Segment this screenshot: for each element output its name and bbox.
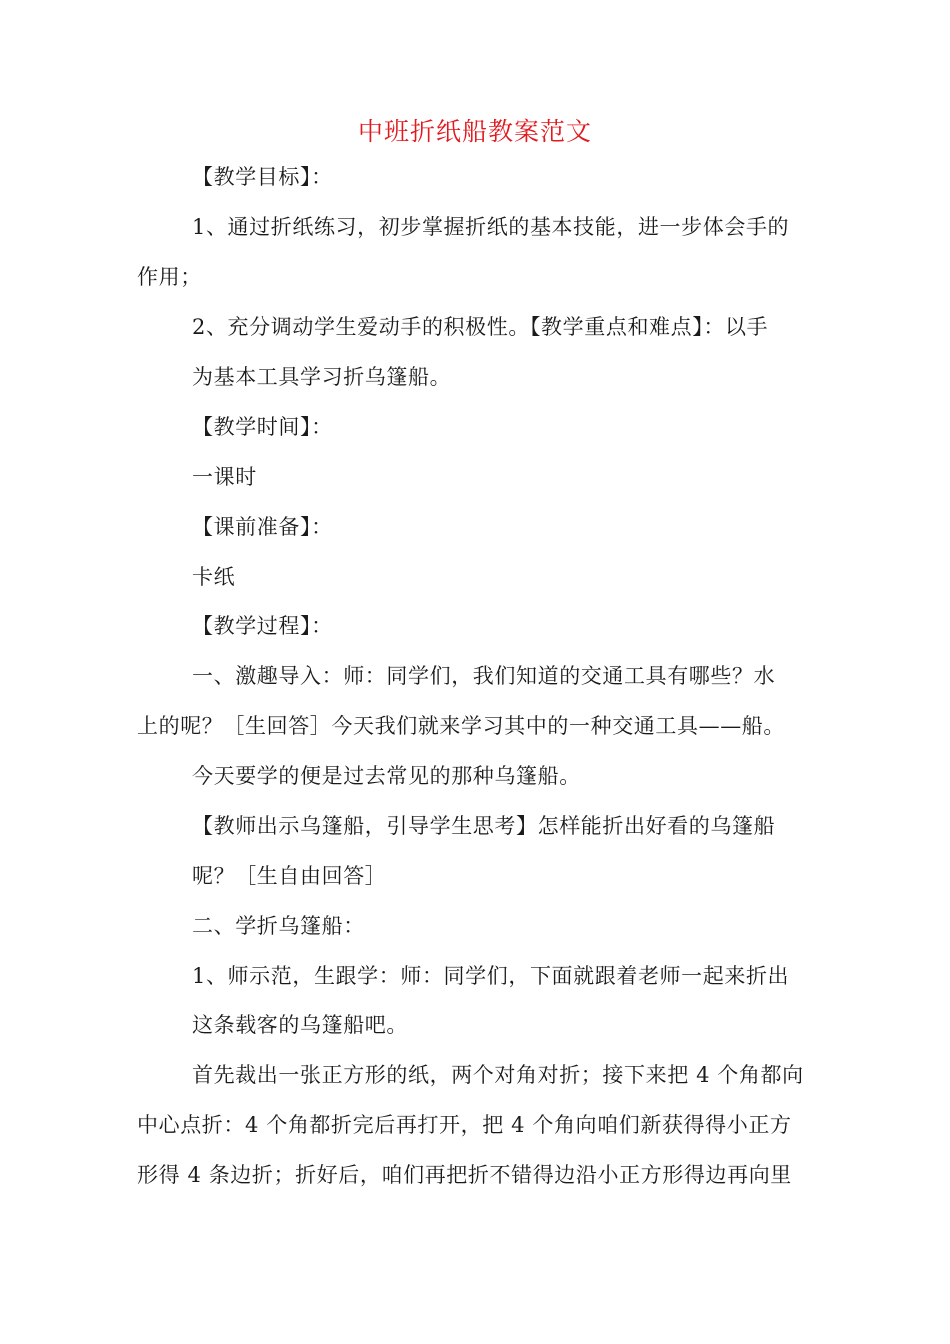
paragraph-line: 这条载客的乌篷船吧。 xyxy=(192,1013,408,1037)
paragraph-line: 【教学过程】： xyxy=(192,614,333,638)
paragraph-line: 二、学折乌篷船： xyxy=(192,914,365,938)
paragraph-line: 【教师出示乌篷船，引导学生思考】怎样能折出好看的乌篷船 xyxy=(192,814,776,838)
paragraph-line: 上的呢？［生回答］今天我们就来学习其中的一种交通工具——船。 xyxy=(137,714,785,738)
paragraph-line: 为基本工具学习折乌篷船。 xyxy=(192,365,452,389)
paragraph-line: 一课时 xyxy=(192,465,257,489)
paragraph-line: 【课前准备】： xyxy=(192,515,333,539)
paragraph-line: 形得 4 条边折；折好后，咱们再把折不错得边沿小正方形得边再向里 xyxy=(137,1163,792,1187)
paragraph-line: 呢？［生自由回答］ xyxy=(192,864,387,888)
paragraph-line: 今天要学的便是过去常见的那种乌篷船。 xyxy=(192,764,581,788)
paragraph-line: 1、通过折纸练习，初步掌握折纸的基本技能，进一步体会手的 xyxy=(192,215,790,239)
paragraph-line: 中心点折：4 个角都折完后再打开，把 4 个角向咱们新获得得小正方 xyxy=(137,1113,792,1137)
paragraph-line: 1、师示范，生跟学：师：同学们，下面就跟着老师一起来折出 xyxy=(192,964,790,988)
paragraph-line: 作用； xyxy=(137,265,202,289)
paragraph-line: 【教学目标】： xyxy=(192,165,333,189)
paragraph-line: 首先裁出一张正方形的纸，两个对角对折；接下来把 4 个角都向 xyxy=(192,1063,804,1087)
document-title: 中班折纸船教案范文 xyxy=(357,117,592,146)
paragraph-line: 卡纸 xyxy=(192,565,236,589)
paragraph-line: 一、激趣导入：师：同学们，我们知道的交通工具有哪些？水 xyxy=(192,664,776,688)
paragraph-line: 2、充分调动学生爱动手的积极性。【教学重点和难点】：以手 xyxy=(192,315,769,339)
paragraph-line: 【教学时间】： xyxy=(192,415,333,439)
